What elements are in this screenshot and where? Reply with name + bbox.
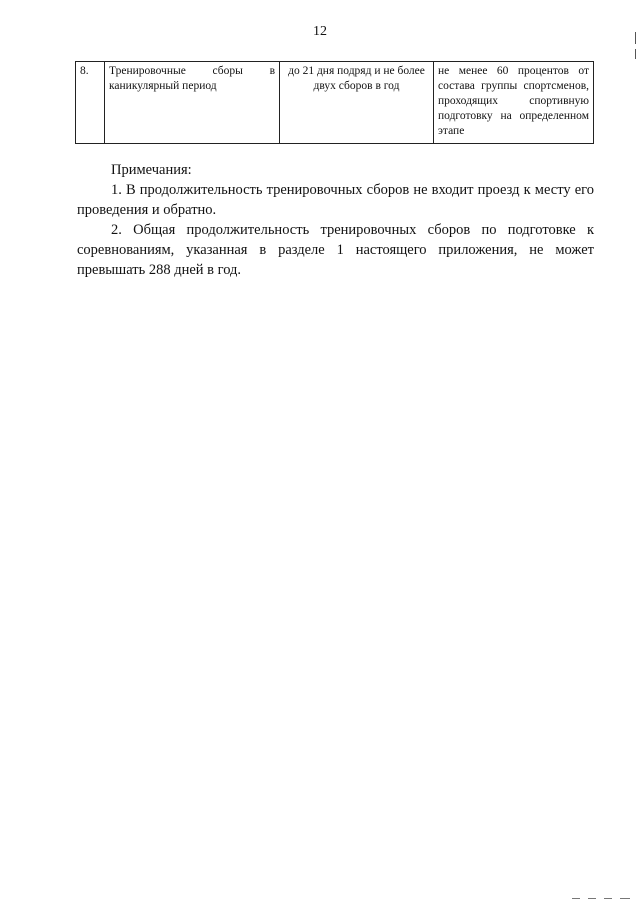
row-number-cell: 8. (76, 62, 105, 144)
note-item: 1. В продолжительность тренировочных сборов не входит проезд к месту его проведения и обратно. (77, 182, 594, 218)
camp-duration-cell: до 21 дня подряд и не более двух сборов в год (280, 62, 434, 144)
scan-edge-mark (635, 49, 636, 59)
scan-edge-mark (620, 898, 630, 899)
camp-type-cell: Тренировочные сборы в каникулярный период (105, 62, 280, 144)
scan-edge-mark (588, 898, 596, 899)
notes-section (77, 160, 594, 280)
training-camps-table (75, 61, 594, 144)
notes-title: Примечания: (111, 162, 192, 178)
scan-edge-mark (604, 898, 612, 899)
table-row (76, 62, 594, 144)
page-number: 12 (313, 24, 327, 39)
scan-edge-mark (572, 898, 580, 899)
scan-edge-mark (635, 32, 636, 44)
note-item: 2. Общая продолжительность тренировочных сборов по подготовке к соревнованиям, указанная в разделе 1 настоящего приложения, не может превышать 288 дней в год. (77, 222, 594, 278)
participants-condition-cell: не менее 60 процентов от состава группы спортсменов, проходящих спортивную подготовку на определенном этапе (434, 62, 594, 144)
